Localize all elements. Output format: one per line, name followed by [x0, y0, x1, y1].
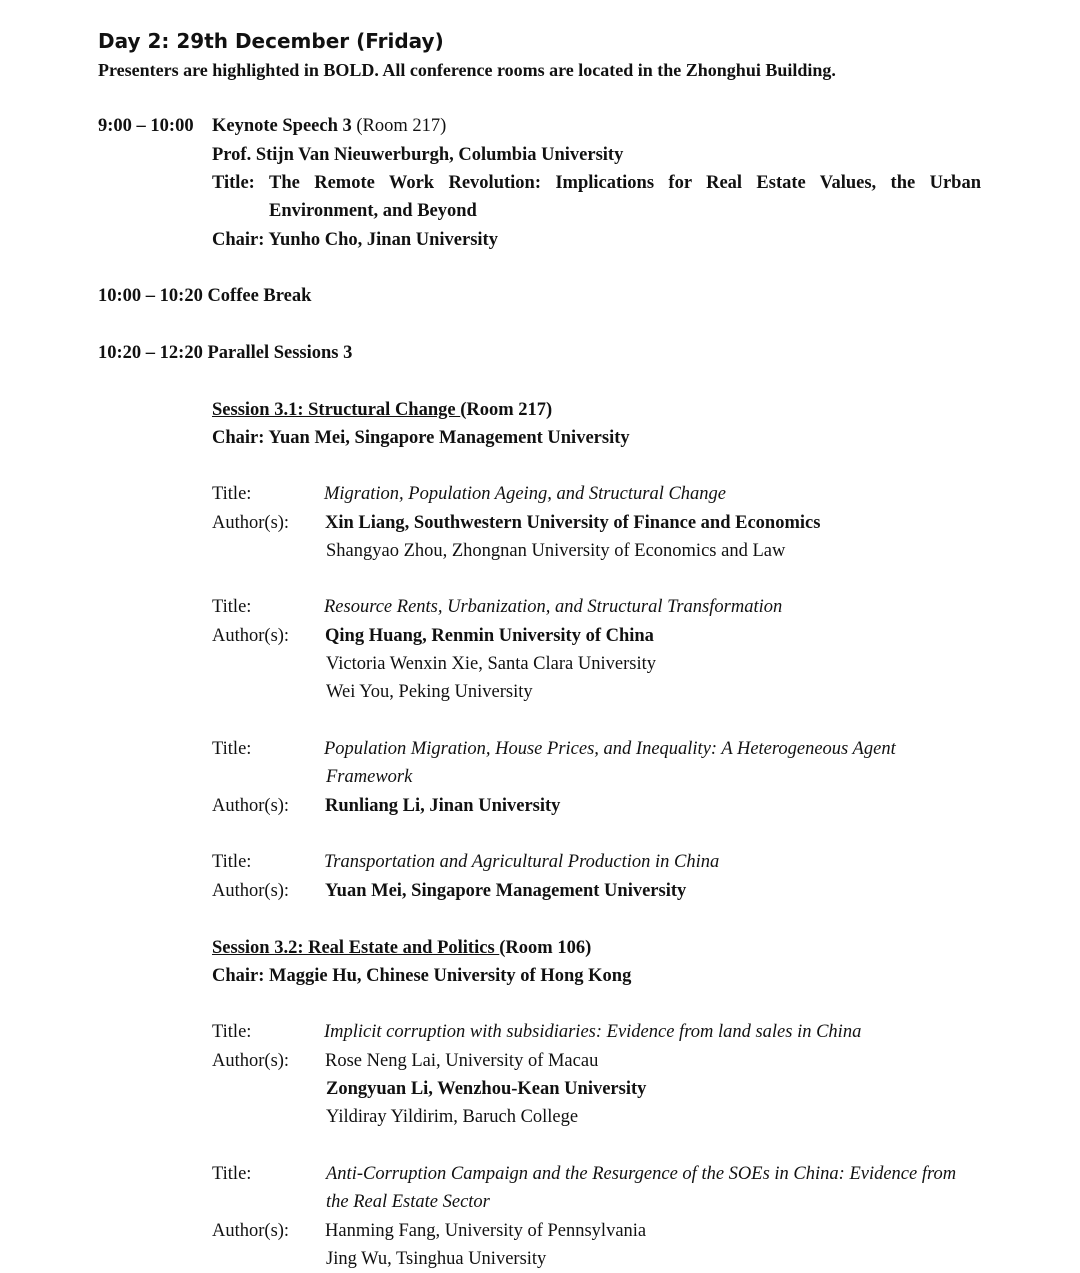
paper-author: Qing Huang, Renmin University of China: [325, 626, 654, 646]
paper-title-label: Title:: [212, 597, 252, 617]
paper-author: Jing Wu, Tsinghua University: [326, 1249, 547, 1269]
paper-author: Yildiray Yildirim, Baruch College: [326, 1107, 579, 1127]
paper-title-cont: the Real Estate Sector: [326, 1192, 490, 1212]
paper-title-label: Title:: [212, 739, 252, 759]
parallel-sessions: 10:20 – 12:20 Parallel Sessions 3: [98, 343, 353, 363]
paper-author: Hanming Fang, University of Pennsylvania: [325, 1221, 647, 1241]
paper-title-label: Title:: [212, 1164, 252, 1184]
session-3-2-chair: Chair: Maggie Hu, Chinese University of Hong Kong: [212, 966, 632, 986]
paper-title: Anti-Corruption Campaign and the Resurgence of the SOEs in China: Evidence from: [326, 1164, 957, 1184]
keynote-room: (Room 217): [356, 116, 447, 136]
session-3-1-chair: Chair: Yuan Mei, Singapore Management University: [212, 428, 630, 448]
session-3-1-room: (Room 217): [460, 400, 553, 420]
paper-title: Migration, Population Ageing, and Structural Change: [324, 484, 727, 504]
paper-title: Population Migration, House Prices, and Inequality: A Heterogeneous Agent: [324, 739, 896, 759]
paper-authors-label: Author(s):: [212, 796, 290, 816]
session-3-2-name: Session 3.2: Real Estate and Politics: [212, 938, 500, 958]
keynote-time: 9:00 – 10:00: [98, 116, 194, 136]
paper-author: Yuan Mei, Singapore Management University: [325, 881, 687, 901]
keynote-title-cont: Environment, and Beyond: [269, 201, 477, 221]
paper-title: Implicit corruption with subsidiaries: Evidence from land sales in China: [324, 1022, 862, 1042]
session-3-1-heading: [212, 398, 552, 422]
paper-title-cont: Framework: [326, 767, 413, 787]
keynote-speaker: Prof. Stijn Van Nieuwerburgh, Columbia University: [212, 145, 624, 165]
presenter-note: Presenters are highlighted in BOLD. All conference rooms are located in the Zhonghui Building.: [98, 60, 836, 80]
paper-author: Rose Neng Lai, University of Macau: [325, 1051, 599, 1071]
paper-authors-label: Author(s):: [212, 1221, 290, 1241]
paper-author: Xin Liang, Southwestern University of Finance and Economics: [325, 513, 821, 533]
day-heading: Day 2: 29th December (Friday): [98, 29, 444, 53]
paper-author: Runliang Li, Jinan University: [325, 796, 561, 816]
session-3-2-room: (Room 106): [499, 938, 592, 958]
keynote-title-label: Title:: [212, 173, 255, 193]
paper-title: Resource Rents, Urbanization, and Structural Transformation: [324, 597, 783, 617]
paper-title-label: Title:: [212, 1022, 252, 1042]
paper-title: Transportation and Agricultural Production in China: [324, 852, 720, 872]
paper-title-label: Title:: [212, 484, 252, 504]
paper-authors-label: Author(s):: [212, 513, 290, 533]
coffee-break: 10:00 – 10:20 Coffee Break: [98, 286, 312, 306]
session-3-2-heading: [212, 936, 591, 960]
paper-title-label: Title:: [212, 852, 252, 872]
paper-authors-label: Author(s):: [212, 1051, 290, 1071]
paper-author: Zongyuan Li, Wenzhou-Kean University: [326, 1079, 647, 1099]
paper-authors-label: Author(s):: [212, 881, 290, 901]
paper-author: Victoria Wenxin Xie, Santa Clara University: [326, 654, 656, 674]
session-3-1-name: Session 3.1: Structural Change: [212, 400, 461, 420]
paper-author: Shangyao Zhou, Zhongnan University of Economics and Law: [326, 541, 786, 561]
keynote-heading: [212, 114, 446, 138]
keynote-chair: Chair: Yunho Cho, Jinan University: [212, 230, 498, 250]
keynote-title: The Remote Work Revolution: Implications for Real Estate Values, the Urban: [269, 173, 981, 193]
keynote-label: Keynote Speech 3: [212, 116, 352, 136]
paper-authors-label: Author(s):: [212, 626, 290, 646]
paper-author: Wei You, Peking University: [326, 682, 533, 702]
